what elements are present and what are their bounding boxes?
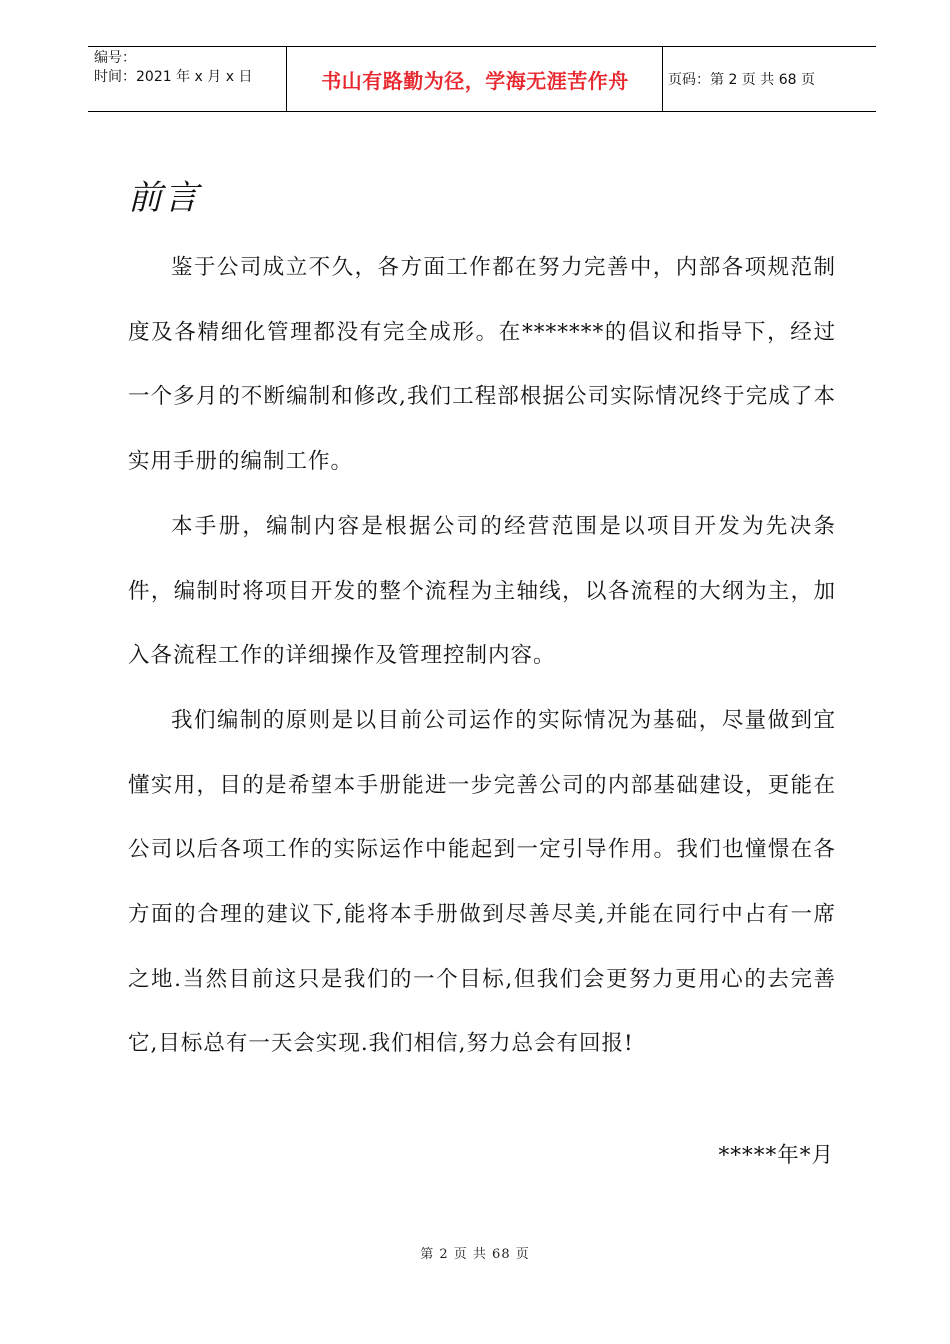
paragraph-2: 本手册，编制内容是根据公司的经营范围是以项目开发为先决条件，编制时将项目开发的整个流程为主轴线，以各流程的大纲为主，加入各流程工作的详细操作及管理控制内容。	[128, 513, 836, 669]
paragraph-3: 我们编制的原则是以目前公司运作的实际情况为基础，尽量做到宜懂实用，目的是希望本手册能进一步完善公司的内部基础建设，更能在公司以后各项工作的实际运作中能起到一定引导作用。我们也憧憬在各方面的合理的建议下,能将本手册做到尽善尽美,并能在同行中占有一席之地.当然目前这只是我们的一个目标,但我们会更努力更用心的去完善它,目标总有一天会实现.我们相信,努力总会有回报!	[128, 707, 836, 1057]
header-motto: 书山有路勤为径，学海无涯苦作舟	[321, 68, 629, 93]
signature-date: *****年*月	[718, 1143, 834, 1168]
document-date: 时间：2021 年 x 月 x 日	[94, 69, 253, 85]
page-footer: 第 2 页 共 68 页	[420, 1247, 530, 1262]
header-meta	[94, 49, 284, 87]
page-header	[88, 46, 876, 112]
header-divider-left	[286, 47, 287, 111]
header-page-info: 页码：第 2 页 共 68 页	[668, 72, 815, 88]
header-divider-right	[662, 47, 663, 111]
preface-body	[128, 236, 836, 1077]
document-number-label: 编号：	[94, 50, 136, 66]
paragraph-1: 鉴于公司成立不久，各方面工作都在努力完善中，内部各项规范制度及各精细化管理都没有完全成形。在*******的倡议和指导下，经过一个多月的不断编制和修改,我们工程部根据公司实际情况终于完成了本实用手册的编制工作。	[128, 255, 836, 475]
page-title: 前言	[128, 178, 200, 218]
